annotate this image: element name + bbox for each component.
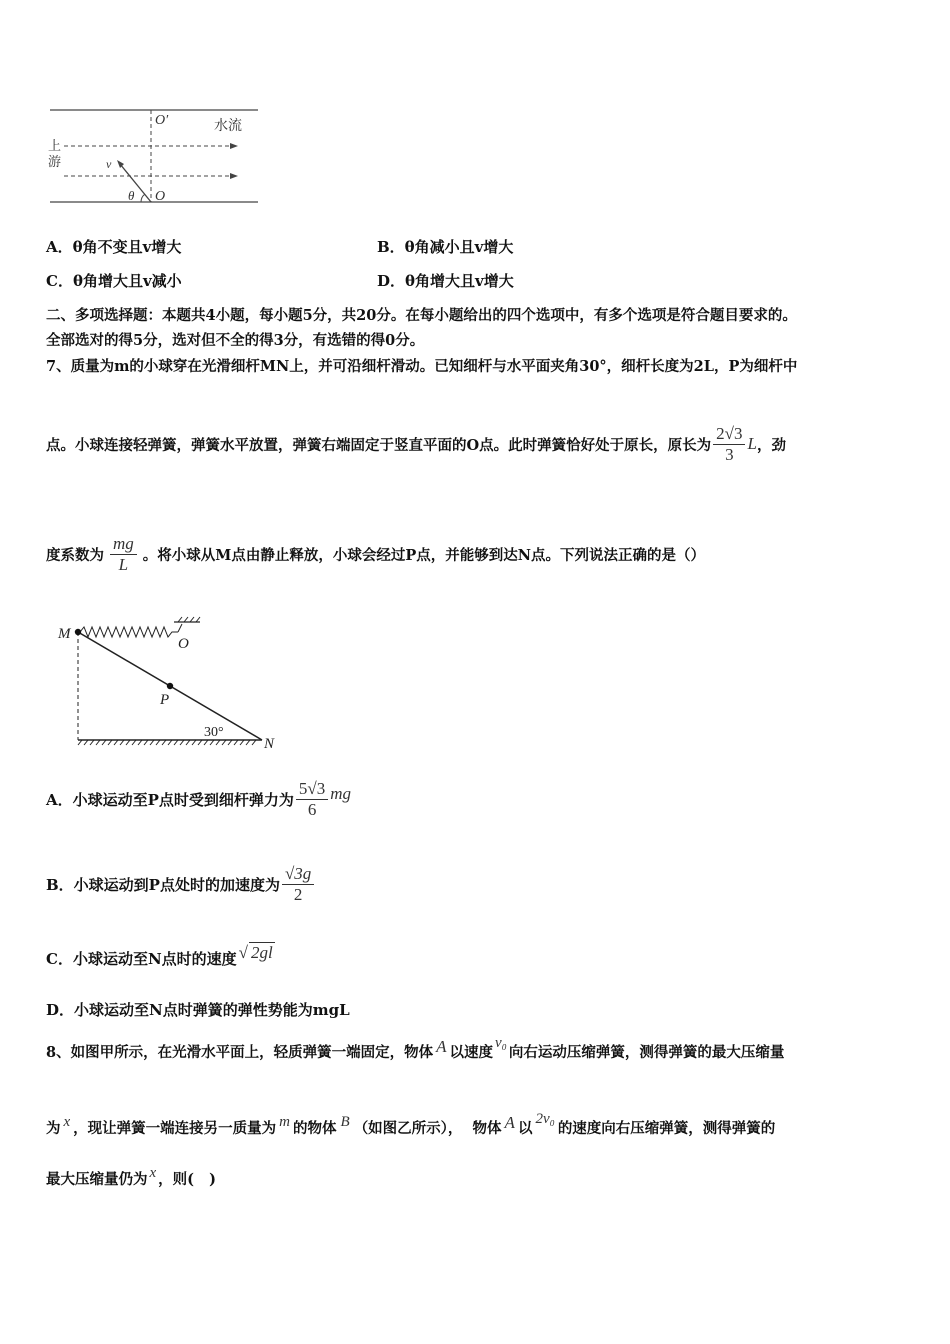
v-label: v — [106, 157, 112, 171]
q7-line2-post: ，劲 — [756, 436, 786, 454]
q7-line3-pre: 度系数为 — [46, 546, 104, 564]
n-point-label: N — [264, 736, 275, 752]
rod-spring-figure — [52, 612, 292, 754]
q7-option-a-text: A．小球运动至P点时受到细杆弹力为 — [46, 790, 294, 809]
o-point-label: O — [178, 636, 189, 652]
option-a-suffix: mg — [330, 784, 352, 803]
spring-length-fraction — [713, 424, 745, 464]
m-symbol: m — [279, 1113, 291, 1130]
q7-option-b — [46, 856, 316, 912]
q7-line2 — [46, 418, 786, 470]
q8-line1-post: 向右运动压缩弹簧，测得弹簧的最大压缩量 — [508, 1043, 785, 1061]
q6-option-a: A．θ角不变且v增大 — [46, 238, 182, 256]
q8-line2-mid1: ，现让弹簧一端连接另一质量为 — [73, 1119, 277, 1137]
x-symbol: x — [63, 1113, 71, 1130]
theta-label: θ — [128, 188, 135, 203]
q7-line1: 7、质量为m的小球穿在光滑细杆MN上，并可沿细杆滑动。已知细杆与水平面夹角30°，细杆长度为2L，P为细杆中 — [46, 358, 798, 375]
q8-line2-mid4: 以 — [517, 1119, 533, 1137]
q7-line3-post: 。将小球从M点由静止释放，小球会经过P点，并能够到达N点。下列说法正确的是（） — [142, 546, 705, 564]
option-a-denominator: 6 — [307, 799, 317, 819]
q8-line2-mid2: 的物体 — [293, 1119, 337, 1137]
angle-label: 30° — [204, 725, 224, 740]
stiffness-fraction — [110, 534, 137, 574]
water-flow-label: 水流 — [214, 119, 242, 134]
upstream-label-1: 上 — [48, 138, 62, 153]
two-v0-symbol: 2v₀ — [535, 1110, 555, 1127]
spring-length-unit: L — [747, 434, 757, 453]
option-b-numerator: √3g — [282, 864, 314, 885]
q7-option-c-text: C．小球运动至N点时的速度 — [46, 949, 237, 968]
q8-line3-pre: 最大压缩量仍为 — [46, 1170, 148, 1188]
q8-line3-post: ，则( ) — [158, 1170, 217, 1188]
spring-length-numerator: 2√3 — [713, 424, 745, 445]
q7-option-a — [46, 771, 351, 827]
o-prime-label: O′ — [155, 113, 169, 128]
section2-line1: 二、多项选择题：本题共4小题，每小题5分，共20分。在每小题给出的四个选项中，有多个选项是符合题目要求的。 — [46, 307, 797, 324]
object-a-symbol: A — [436, 1037, 447, 1056]
option-b-fraction — [282, 864, 314, 904]
o-label: O — [155, 189, 166, 204]
section2-line2: 全部选对的得5分，选对但不全的得3分，有选错的得0分。 — [46, 332, 425, 349]
q8-line2 — [46, 1112, 775, 1142]
upstream-label-2: 游 — [48, 154, 62, 169]
spring-length-denominator: 3 — [725, 444, 734, 464]
q8-line2-pre: 为 — [46, 1119, 61, 1137]
q7-line3 — [46, 528, 705, 580]
x2-symbol: x — [149, 1164, 157, 1181]
q8-line2-post: 的速度向右压缩弹簧，测得弹簧的 — [557, 1119, 776, 1137]
v0-symbol: v₀ — [494, 1034, 507, 1051]
object-b-symbol: B — [340, 1113, 350, 1130]
object-a2-symbol: A — [504, 1113, 515, 1132]
option-a-numerator: 5√3 — [296, 779, 328, 800]
stiffness-denominator: L — [118, 554, 129, 574]
option-a-fraction — [296, 779, 328, 819]
q6-option-d: D．θ角增大且v增大 — [377, 272, 514, 290]
q7-option-d: D．小球运动至N点时弹簧的弹性势能为mgL — [46, 1001, 350, 1019]
sqrt-radical-icon: √ — [238, 942, 248, 962]
q8-line3 — [46, 1163, 216, 1193]
q7-option-c — [46, 940, 275, 976]
river-figure — [44, 104, 264, 208]
q7-line2-pre: 点。小球连接轻弹簧，弹簧水平放置，弹簧右端固定于竖直平面的O点。此时弹簧恰好处于原长，原长为 — [46, 436, 712, 454]
q6-option-b: B．θ角减小且v增大 — [377, 238, 514, 256]
q8-line1 — [46, 1036, 784, 1066]
p-point-label: P — [160, 692, 170, 708]
q8-line2-mid3: （如图乙所示）， 物体 — [353, 1119, 502, 1137]
q8-line1-pre: 8、如图甲所示，在光滑水平面上，轻质弹簧一端固定，物体 — [46, 1043, 434, 1061]
option-c-sqrt — [239, 942, 275, 963]
q7-option-b-text: B．小球运动到P点处时的加速度为 — [46, 875, 280, 894]
option-b-denominator: 2 — [293, 884, 303, 904]
option-c-radicand: 2gl — [251, 942, 273, 962]
m-point-label: M — [58, 626, 71, 642]
stiffness-numerator: mg — [110, 534, 137, 555]
q6-option-c: C．θ角增大且v减小 — [46, 272, 182, 290]
q8-line1-mid: 以速度 — [449, 1043, 493, 1061]
